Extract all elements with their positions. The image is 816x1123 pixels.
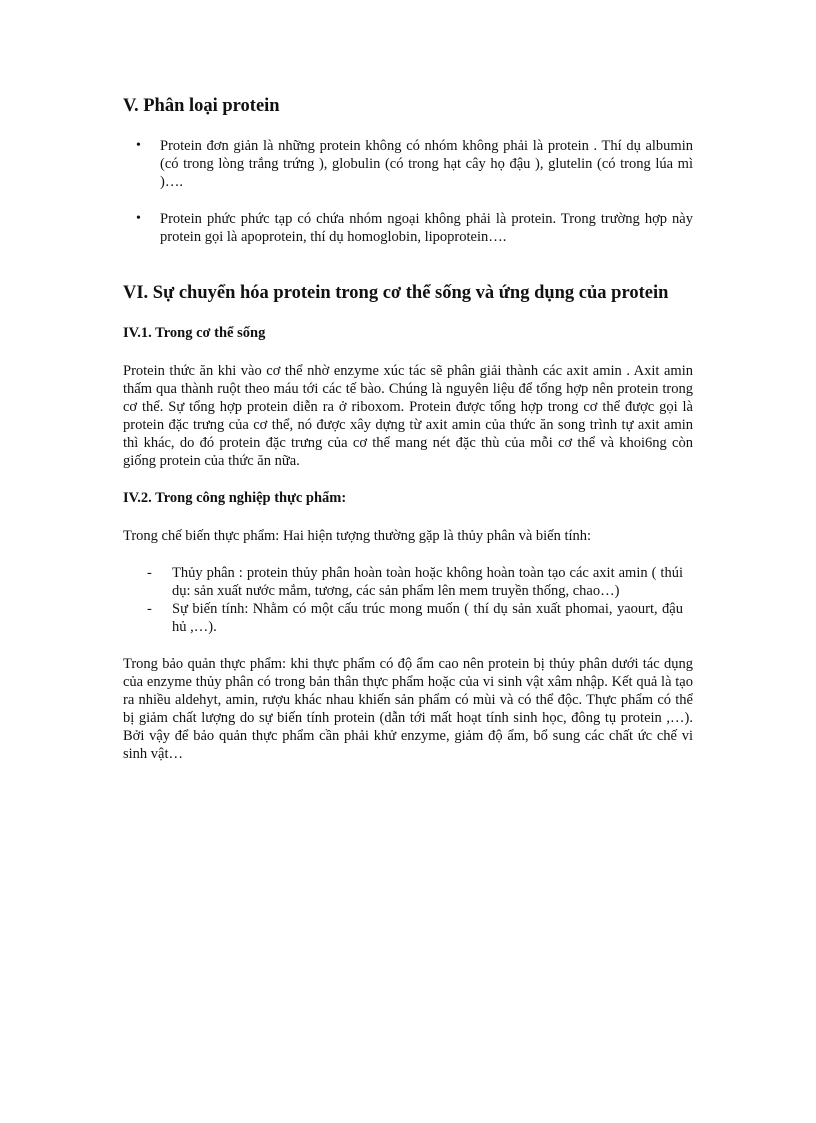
protein-classification-list: [123, 137, 693, 246]
dash-icon: -: [147, 601, 152, 617]
document-page: [123, 94, 693, 763]
list-item-text: Protein đơn giản là những protein không có nhóm không phải là protein . Thí dụ albumin (có trong lòng trắng trứng ), globulin (có trong hạt cây họ đậu ), glutelin (có trong lúa mì )….: [160, 138, 693, 190]
bullet-icon: •: [136, 138, 141, 153]
subsection-2-title: IV.2. Trong công nghiệp thực phẩm:: [123, 490, 347, 506]
food-processing-list: [123, 564, 693, 636]
subsection-2-closing-paragraph: Trong bảo quản thực phẩm: khi thực phẩm có độ ẩm cao nên protein bị thủy phân dưới tác dụng của enzyme thủy phân có trong bản thân thực phẩm hoặc của vi sinh vật xâm nhập. Kết quả là tạo ra nhiều aldehyt, amin, rượu khác nhau khiến sản phẩm có mùi và có thể độc. Thực phẩm có thể bị giảm chất lượng do sự biến tính protein (dẫn tới mất hoạt tính sinh học, đông tụ protein ,…). Bởi vậy để bảo quản thực phẩm cần phải khử enzyme, giảm độ ẩm, bổ sung các chất ức chế vi sinh vật…: [123, 656, 693, 762]
list-item: [123, 210, 693, 246]
list-item-text: Sự biến tính: Nhằm có một cấu trúc mong muốn ( thí dụ sản xuất phomai, yaourt, đậu hủ ,…).: [172, 601, 683, 635]
subsection-1-paragraph: Protein thức ăn khi vào cơ thể nhờ enzyme xúc tác sẽ phân giải thành các axit amin . Axit amin thấm qua thành ruột theo máu tới các tế bào. Chúng là nguyên liệu để tổng hợp nên protein trong cơ thể. Sự tổng hợp protein diễn ra ở riboxom. Protein được tổng hợp trong cơ thể được gọi là protein đặc trưng của cơ thể, nó được xây dựng từ axit amin của thức ăn song trình tự axit amin thì khác, do đó protein đặc trưng của cơ thể mang nét đặc thù của mỗi cơ thể và khoi6ng còn giống protein của thức ăn nữa.: [123, 363, 693, 469]
list-item: [123, 137, 693, 191]
subsection-1-title: IV.1. Trong cơ thể sống: [123, 325, 266, 341]
subsection-2-intro: Trong chế biến thực phẩm: Hai hiện tượng thường gặp là thủy phân và biến tính:: [123, 528, 592, 544]
list-item-text: Protein phức phức tạp có chứa nhóm ngoại không phải là protein. Trong trường hợp này protein gọi là apoprotein, thí dụ homoglobin, lipoprotein….: [160, 211, 693, 245]
list-item: [123, 564, 693, 600]
list-item: [123, 600, 693, 636]
list-item-text: Thủy phân : protein thủy phân hoàn toàn hoặc không hoàn toàn tạo các axit amin ( thúi dụ: sản xuất nước mắm, tương, các sản phẩm lên mem truyền thống, chao…): [172, 565, 683, 599]
section-6-title: VI. Sự chuyển hóa protein trong cơ thể sống và ứng dụng của protein: [123, 283, 669, 303]
section-5-title: V. Phân loại protein: [123, 96, 280, 116]
dash-icon: -: [147, 565, 152, 581]
bullet-icon: •: [136, 211, 141, 226]
